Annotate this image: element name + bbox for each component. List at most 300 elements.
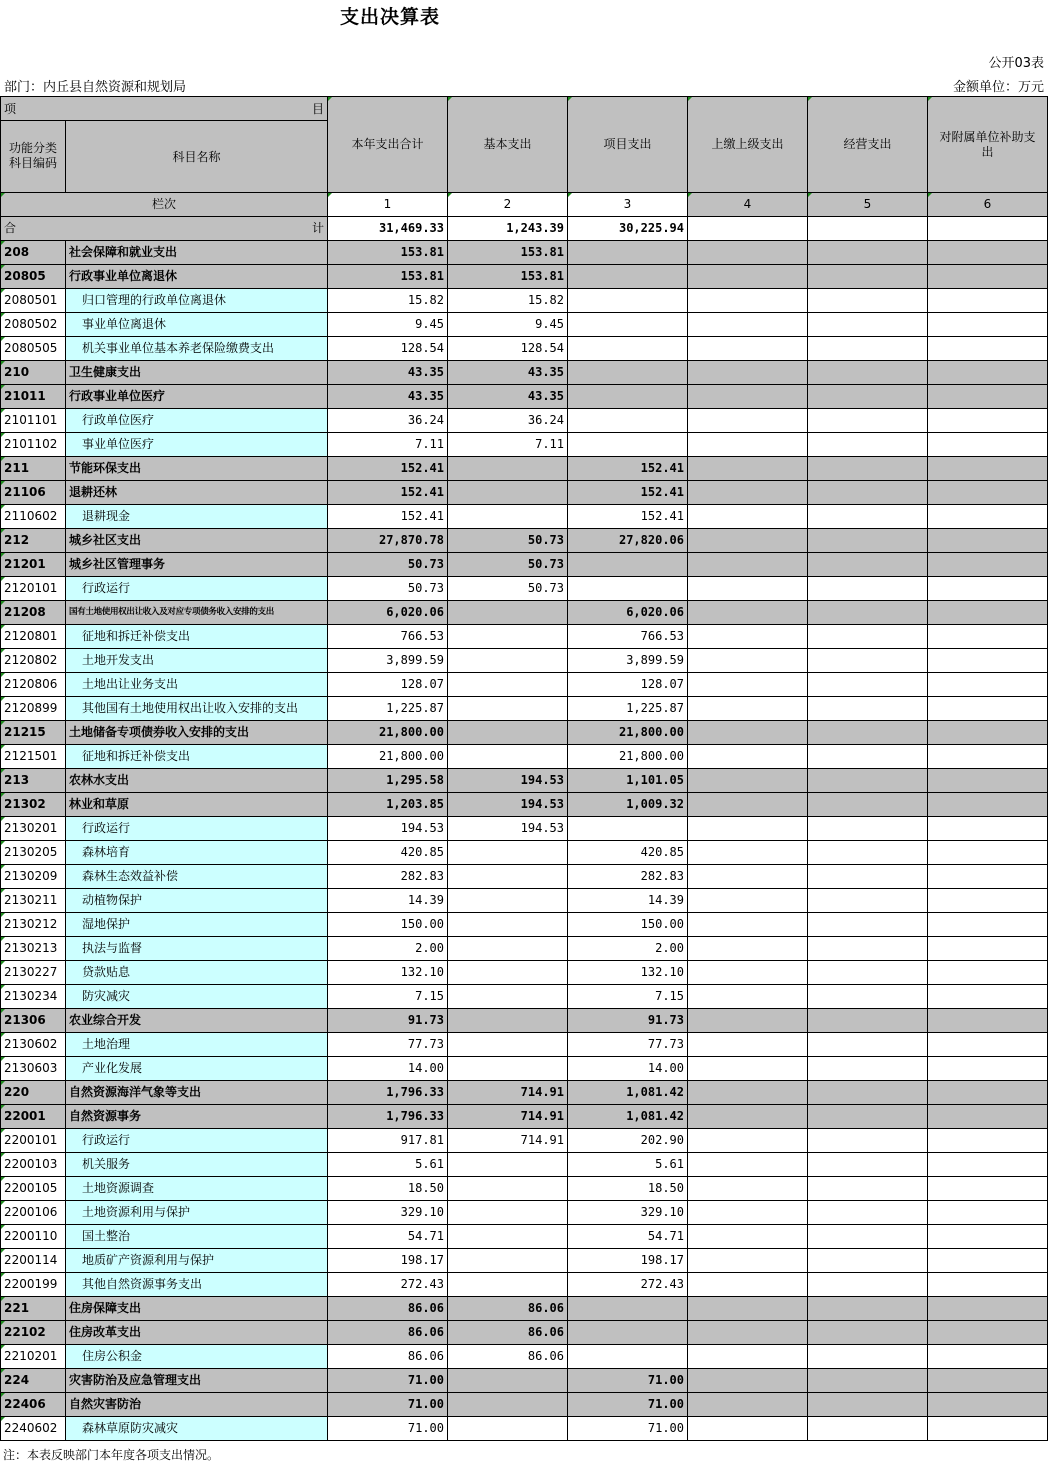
row-value-4 [688, 601, 808, 625]
row-value-5 [808, 577, 928, 601]
row-name: 行政运行 [66, 577, 328, 601]
row-name: 防灾减灾 [66, 985, 328, 1009]
total-label-left: 合 [4, 221, 17, 235]
row-name: 节能环保支出 [66, 457, 328, 481]
row-value-5 [808, 529, 928, 553]
row-value-5 [808, 553, 928, 577]
row-name: 社会保障和就业支出 [66, 241, 328, 265]
row-value-6 [928, 1369, 1048, 1393]
row-value-3 [568, 313, 688, 337]
row-value-6 [928, 1177, 1048, 1201]
header-col-6: 对附属单位补助支出 [928, 96, 1048, 193]
row-value-1: 86.06 [328, 1345, 448, 1369]
row-value-2 [448, 865, 568, 889]
row-value-3: 766.53 [568, 625, 688, 649]
row-value-3: 21,800.00 [568, 745, 688, 769]
row-value-6 [928, 361, 1048, 385]
row-value-5 [808, 1153, 928, 1177]
footnote: 注：本表反映部门本年度各项支出情况。 [3, 1448, 220, 1462]
row-code: 2210201 [0, 1345, 66, 1369]
row-value-5 [808, 433, 928, 457]
row-value-2 [448, 625, 568, 649]
row-value-2 [448, 457, 568, 481]
row-value-1: 9.45 [328, 313, 448, 337]
row-value-1: 15.82 [328, 289, 448, 313]
row-value-1: 1,225.87 [328, 697, 448, 721]
row-value-1: 21,800.00 [328, 745, 448, 769]
row-name: 土地资源调查 [66, 1177, 328, 1201]
row-value-4 [688, 1225, 808, 1249]
row-value-6 [928, 889, 1048, 913]
row-value-3 [568, 289, 688, 313]
row-value-2: 194.53 [448, 793, 568, 817]
row-value-1: 50.73 [328, 553, 448, 577]
row-value-5 [808, 673, 928, 697]
row-name: 城乡社区支出 [66, 529, 328, 553]
row-value-4 [688, 793, 808, 817]
row-value-5 [808, 1273, 928, 1297]
header-item-right: 目 [311, 102, 324, 116]
row-code: 2120101 [0, 577, 66, 601]
row-value-4 [688, 913, 808, 937]
row-value-3 [568, 361, 688, 385]
row-value-6 [928, 1297, 1048, 1321]
row-value-2 [448, 1201, 568, 1225]
row-value-4 [688, 433, 808, 457]
row-value-3: 77.73 [568, 1033, 688, 1057]
row-value-2 [448, 1033, 568, 1057]
row-value-2: 7.11 [448, 433, 568, 457]
row-value-5 [808, 385, 928, 409]
row-code: 2120806 [0, 673, 66, 697]
col-number-4: 4 [688, 193, 808, 217]
row-value-5 [808, 241, 928, 265]
row-value-1: 152.41 [328, 505, 448, 529]
row-value-5 [808, 649, 928, 673]
row-value-2 [448, 1225, 568, 1249]
row-value-4 [688, 1153, 808, 1177]
row-code: 21306 [0, 1009, 66, 1033]
row-name: 灾害防治及应急管理支出 [66, 1369, 328, 1393]
row-value-5 [808, 313, 928, 337]
row-value-2: 43.35 [448, 385, 568, 409]
row-value-3: 198.17 [568, 1249, 688, 1273]
row-value-3: 71.00 [568, 1369, 688, 1393]
row-value-1: 917.81 [328, 1129, 448, 1153]
row-value-3: 54.71 [568, 1225, 688, 1249]
row-value-3 [568, 385, 688, 409]
row-value-4 [688, 1129, 808, 1153]
row-code: 21215 [0, 721, 66, 745]
row-value-5 [808, 1009, 928, 1033]
row-code: 210 [0, 361, 66, 385]
row-value-6 [928, 1417, 1048, 1441]
row-code: 2080502 [0, 313, 66, 337]
row-value-3: 282.83 [568, 865, 688, 889]
row-value-5 [808, 289, 928, 313]
row-value-4 [688, 889, 808, 913]
row-name: 住房保障支出 [66, 1297, 328, 1321]
row-value-6 [928, 745, 1048, 769]
row-value-6 [928, 721, 1048, 745]
row-name: 湿地保护 [66, 913, 328, 937]
row-name: 城乡社区管理事务 [66, 553, 328, 577]
row-name: 行政运行 [66, 1129, 328, 1153]
row-value-4 [688, 1273, 808, 1297]
row-value-1: 282.83 [328, 865, 448, 889]
row-value-4 [688, 577, 808, 601]
row-value-4 [688, 1345, 808, 1369]
unit-label: 金额单位：万元 [952, 80, 1044, 95]
row-code: 2200199 [0, 1273, 66, 1297]
row-name: 土地治理 [66, 1033, 328, 1057]
row-value-3: 272.43 [568, 1273, 688, 1297]
row-value-3: 420.85 [568, 841, 688, 865]
row-value-2 [448, 745, 568, 769]
row-value-4 [688, 481, 808, 505]
row-value-6 [928, 961, 1048, 985]
row-value-4 [688, 937, 808, 961]
row-value-1: 50.73 [328, 577, 448, 601]
row-code: 2130201 [0, 817, 66, 841]
row-code: 20805 [0, 265, 66, 289]
row-value-4 [688, 1033, 808, 1057]
row-value-5 [808, 721, 928, 745]
row-code: 2101102 [0, 433, 66, 457]
row-value-5 [808, 1393, 928, 1417]
row-value-6 [928, 313, 1048, 337]
row-value-2: 153.81 [448, 265, 568, 289]
row-value-6 [928, 1249, 1048, 1273]
row-value-3 [568, 817, 688, 841]
row-value-3: 71.00 [568, 1417, 688, 1441]
col-label: 栏次 [0, 193, 328, 217]
row-value-1: 153.81 [328, 241, 448, 265]
row-value-1: 1,796.33 [328, 1105, 448, 1129]
row-value-3: 1,081.42 [568, 1105, 688, 1129]
row-value-5 [808, 1129, 928, 1153]
row-name: 森林生态效益补偿 [66, 865, 328, 889]
row-value-4 [688, 1081, 808, 1105]
row-value-1: 128.54 [328, 337, 448, 361]
row-value-4 [688, 1009, 808, 1033]
row-value-6 [928, 1321, 1048, 1345]
row-value-4 [688, 649, 808, 673]
row-code: 21201 [0, 553, 66, 577]
row-value-1: 132.10 [328, 961, 448, 985]
row-value-3: 150.00 [568, 913, 688, 937]
row-code: 2080505 [0, 337, 66, 361]
row-value-5 [808, 817, 928, 841]
row-value-5 [808, 1369, 928, 1393]
row-value-2 [448, 841, 568, 865]
row-value-4 [688, 985, 808, 1009]
row-code: 2200101 [0, 1129, 66, 1153]
row-value-6 [928, 577, 1048, 601]
row-value-4 [688, 1321, 808, 1345]
row-value-2 [448, 1177, 568, 1201]
header-col-2: 基本支出 [448, 96, 568, 193]
row-value-5 [808, 1057, 928, 1081]
row-value-3: 152.41 [568, 481, 688, 505]
row-value-3 [568, 553, 688, 577]
row-name: 产业化发展 [66, 1057, 328, 1081]
row-value-6 [928, 289, 1048, 313]
row-value-6 [928, 769, 1048, 793]
row-value-4 [688, 313, 808, 337]
row-name: 贷款贴息 [66, 961, 328, 985]
row-value-5 [808, 1225, 928, 1249]
row-value-2: 194.53 [448, 769, 568, 793]
row-code: 2130213 [0, 937, 66, 961]
row-value-3: 1,081.42 [568, 1081, 688, 1105]
header-col-4: 上缴上级支出 [688, 96, 808, 193]
col-number-5: 5 [808, 193, 928, 217]
row-code: 2120899 [0, 697, 66, 721]
row-value-4 [688, 241, 808, 265]
row-value-5 [808, 1417, 928, 1441]
row-value-2 [448, 1273, 568, 1297]
row-value-1: 86.06 [328, 1321, 448, 1345]
row-value-1: 152.41 [328, 481, 448, 505]
row-name: 地质矿产资源利用与保护 [66, 1249, 328, 1273]
row-code: 221 [0, 1297, 66, 1321]
row-code: 2130209 [0, 865, 66, 889]
row-value-3: 18.50 [568, 1177, 688, 1201]
row-value-5 [808, 793, 928, 817]
row-name: 征地和拆迁补偿支出 [66, 745, 328, 769]
row-value-3: 202.90 [568, 1129, 688, 1153]
row-name: 机关事业单位基本养老保险缴费支出 [66, 337, 328, 361]
row-value-4 [688, 1369, 808, 1393]
row-value-4 [688, 961, 808, 985]
row-name: 住房公积金 [66, 1345, 328, 1369]
row-value-3: 21,800.00 [568, 721, 688, 745]
row-value-1: 128.07 [328, 673, 448, 697]
row-value-5 [808, 1345, 928, 1369]
row-value-5 [808, 625, 928, 649]
row-value-4 [688, 1297, 808, 1321]
row-value-6 [928, 265, 1048, 289]
row-value-4 [688, 745, 808, 769]
expenditure-table [0, 96, 1048, 1441]
row-value-3 [568, 265, 688, 289]
row-value-1: 152.41 [328, 457, 448, 481]
row-value-6 [928, 1081, 1048, 1105]
row-value-6 [928, 937, 1048, 961]
row-value-4 [688, 769, 808, 793]
row-code: 2130234 [0, 985, 66, 1009]
row-value-6 [928, 1129, 1048, 1153]
row-value-6 [928, 1201, 1048, 1225]
row-code: 208 [0, 241, 66, 265]
row-value-1: 1,796.33 [328, 1081, 448, 1105]
row-value-2 [448, 961, 568, 985]
row-value-5 [808, 913, 928, 937]
row-value-2: 50.73 [448, 553, 568, 577]
total-value-3: 30,225.94 [568, 217, 688, 241]
row-value-2 [448, 697, 568, 721]
row-value-3: 152.41 [568, 457, 688, 481]
row-code: 211 [0, 457, 66, 481]
row-value-4 [688, 361, 808, 385]
row-value-5 [808, 1033, 928, 1057]
row-value-4 [688, 841, 808, 865]
row-value-5 [808, 745, 928, 769]
row-value-5 [808, 1081, 928, 1105]
row-name: 其他国有土地使用权出让收入安排的支出 [66, 697, 328, 721]
row-code: 220 [0, 1081, 66, 1105]
row-value-5 [808, 1297, 928, 1321]
row-name: 国土整治 [66, 1225, 328, 1249]
row-value-2 [448, 673, 568, 697]
row-code: 212 [0, 529, 66, 553]
row-code: 21302 [0, 793, 66, 817]
row-value-2: 714.91 [448, 1129, 568, 1153]
row-code: 2101101 [0, 409, 66, 433]
row-value-6 [928, 337, 1048, 361]
row-name: 土地开发支出 [66, 649, 328, 673]
row-name: 林业和草原 [66, 793, 328, 817]
row-name: 农业综合开发 [66, 1009, 328, 1033]
row-value-5 [808, 409, 928, 433]
row-value-6 [928, 1393, 1048, 1417]
row-name: 自然灾害防治 [66, 1393, 328, 1417]
row-value-3: 2.00 [568, 937, 688, 961]
header-func-code: 功能分类 科目编码 [0, 121, 66, 193]
row-name: 执法与监督 [66, 937, 328, 961]
row-value-2: 714.91 [448, 1081, 568, 1105]
row-value-4 [688, 865, 808, 889]
row-name: 征地和拆迁补偿支出 [66, 625, 328, 649]
row-value-2 [448, 985, 568, 1009]
row-value-4 [688, 505, 808, 529]
row-value-6 [928, 1225, 1048, 1249]
row-value-2 [448, 1153, 568, 1177]
row-value-1: 18.50 [328, 1177, 448, 1201]
row-value-6 [928, 529, 1048, 553]
row-value-1: 272.43 [328, 1273, 448, 1297]
row-name: 土地出让业务支出 [66, 673, 328, 697]
row-value-3: 6,020.06 [568, 601, 688, 625]
row-name: 行政运行 [66, 817, 328, 841]
row-value-4 [688, 1105, 808, 1129]
row-value-1: 766.53 [328, 625, 448, 649]
row-value-6 [928, 457, 1048, 481]
row-value-4 [688, 721, 808, 745]
row-value-4 [688, 337, 808, 361]
total-label-right: 计 [311, 221, 324, 235]
row-code: 2120801 [0, 625, 66, 649]
row-name: 森林培育 [66, 841, 328, 865]
row-value-2: 86.06 [448, 1321, 568, 1345]
row-value-2 [448, 1369, 568, 1393]
row-code: 2200105 [0, 1177, 66, 1201]
row-code: 2110602 [0, 505, 66, 529]
row-value-2: 128.54 [448, 337, 568, 361]
row-name: 土地资源利用与保护 [66, 1201, 328, 1225]
row-code: 2121501 [0, 745, 66, 769]
row-value-4 [688, 1417, 808, 1441]
row-value-1: 2.00 [328, 937, 448, 961]
row-value-5 [808, 361, 928, 385]
total-label-cell [0, 217, 328, 241]
row-value-5 [808, 481, 928, 505]
row-value-6 [928, 409, 1048, 433]
row-value-3 [568, 337, 688, 361]
row-code: 21208 [0, 601, 66, 625]
row-value-1: 91.73 [328, 1009, 448, 1033]
row-value-5 [808, 601, 928, 625]
row-value-1: 36.24 [328, 409, 448, 433]
col-number-1: 1 [328, 193, 448, 217]
row-value-3 [568, 241, 688, 265]
row-value-1: 6,020.06 [328, 601, 448, 625]
row-value-2 [448, 889, 568, 913]
row-value-4 [688, 457, 808, 481]
row-value-5 [808, 337, 928, 361]
row-name: 行政事业单位医疗 [66, 385, 328, 409]
row-value-6 [928, 1273, 1048, 1297]
row-value-2: 9.45 [448, 313, 568, 337]
row-value-6 [928, 985, 1048, 1009]
row-code: 2130205 [0, 841, 66, 865]
row-code: 22406 [0, 1393, 66, 1417]
row-value-1: 43.35 [328, 385, 448, 409]
row-value-2: 153.81 [448, 241, 568, 265]
row-value-6 [928, 625, 1048, 649]
row-value-4 [688, 673, 808, 697]
row-value-3: 132.10 [568, 961, 688, 985]
row-value-6 [928, 1345, 1048, 1369]
row-value-5 [808, 1177, 928, 1201]
row-value-1: 14.39 [328, 889, 448, 913]
row-value-1: 27,870.78 [328, 529, 448, 553]
row-code: 224 [0, 1369, 66, 1393]
row-name: 森林草原防灾减灾 [66, 1417, 328, 1441]
row-value-2 [448, 505, 568, 529]
row-value-2 [448, 1249, 568, 1273]
row-value-1: 43.35 [328, 361, 448, 385]
row-value-4 [688, 697, 808, 721]
row-value-4 [688, 1177, 808, 1201]
row-value-3: 91.73 [568, 1009, 688, 1033]
row-value-2: 36.24 [448, 409, 568, 433]
row-code: 22001 [0, 1105, 66, 1129]
total-value-1: 31,469.33 [328, 217, 448, 241]
row-value-5 [808, 841, 928, 865]
row-value-3: 1,101.05 [568, 769, 688, 793]
row-value-4 [688, 553, 808, 577]
row-value-1: 77.73 [328, 1033, 448, 1057]
row-value-2 [448, 721, 568, 745]
row-value-5 [808, 265, 928, 289]
row-value-2 [448, 913, 568, 937]
row-value-6 [928, 865, 1048, 889]
row-value-1: 71.00 [328, 1417, 448, 1441]
row-value-5 [808, 1201, 928, 1225]
row-value-3: 329.10 [568, 1201, 688, 1225]
row-code: 2130602 [0, 1033, 66, 1057]
header-item-cell [0, 96, 328, 121]
row-value-3: 7.15 [568, 985, 688, 1009]
row-value-4 [688, 529, 808, 553]
row-code: 2080501 [0, 289, 66, 313]
row-value-4 [688, 1057, 808, 1081]
row-name: 归口管理的行政单位离退休 [66, 289, 328, 313]
row-value-6 [928, 1105, 1048, 1129]
row-value-3 [568, 1297, 688, 1321]
